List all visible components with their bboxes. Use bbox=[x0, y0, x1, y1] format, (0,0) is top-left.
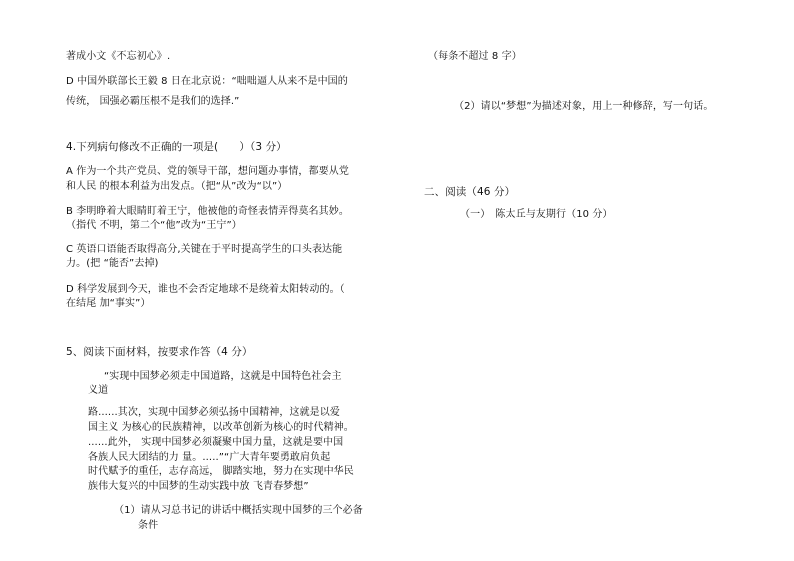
q5-material-line-7: 时代赋予的重任，志存高远， 脚踏实地，努力在实现中华民 bbox=[88, 466, 354, 477]
q5-subquestion-1-line-1: （1）请从习总书记的讲话中概括实现中国梦的三个必备 bbox=[114, 505, 363, 516]
q4-option-d-line-1: D 科学发展到今天，谁也不会否定地球不是绕着太阳转动的。（ bbox=[66, 284, 345, 295]
q5-material-line-1: “实现中国梦必须走中国道路，这就是中国特色社会主 bbox=[104, 371, 342, 382]
q4-option-a-line-2: 和人民 的根本利益为出发点。（把“从”改为“以”） bbox=[66, 181, 288, 192]
q4-option-a-line-1: A 作为一个共产党员、党的领导干部，想问题办事情，都要从党 bbox=[66, 166, 349, 177]
text-line: 著成小文《不忘初心》. bbox=[66, 51, 171, 62]
q5-material-line-4: 国主义 为核心的民族精神，以改革创新为核心的时代精神。 bbox=[88, 422, 354, 433]
q5-subquestion-1-line-2: 条件 bbox=[138, 520, 159, 531]
q5-material-line-5: ......此外， 实现中国梦必须凝聚中国力量，这就是要中国 bbox=[88, 437, 344, 448]
option-d-line-1: D 中国外联部长王毅 8 日在北京说：“咄咄逼人从来不是中国的 bbox=[66, 76, 348, 87]
q4-option-d-line-2: 在结尾 加“事实”） bbox=[66, 298, 151, 309]
q5-material-line-2: 义道 bbox=[88, 385, 109, 396]
reading-part-1-title: （一） 陈太丘与友期行（10 分） bbox=[460, 209, 613, 220]
section-2-title: 二、阅读（46 分） bbox=[424, 186, 516, 198]
q5-subquestion-2: （2）请以“梦想”为描述对象，用上一种修辞，写一句话。 bbox=[454, 101, 714, 112]
option-d-line-2: 传统， 国强必霸压根不是我们的选择.” bbox=[66, 96, 240, 107]
answer-length-note: （每条不超过 8 字） bbox=[428, 51, 522, 62]
q4-option-b-line-2: （指代 不明，第二个“他”改为“王宁”） bbox=[66, 220, 242, 231]
q5-material-line-3: 路......其次，实现中国梦必须弘扬中国精神，这就是以爱 bbox=[88, 407, 340, 418]
q4-option-c-line-1: C 英语口语能否取得高分,关键在于平时提高学生的口头表达能 bbox=[66, 244, 343, 255]
question-5-title: 5、阅读下面材料，按要求作答（4 分） bbox=[66, 346, 253, 358]
q5-material-line-8: 族伟大复兴的中国梦的生动实践中放 飞青春梦想” bbox=[88, 481, 309, 492]
q4-option-c-line-2: 力。(把 “能否”去掉) bbox=[66, 258, 159, 269]
question-4-title: 4.下列病句修改不正确的一项是( ）（3 分） bbox=[66, 141, 287, 153]
q5-material-line-6: 各族人民大团结的力 量。.....”“广大青年要勇敢肩负起 bbox=[88, 452, 331, 463]
q4-option-b-line-1: B 李明睁着大眼睛盯着王宁，他被他的奇怪表情弄得莫名其妙。 bbox=[66, 206, 349, 217]
